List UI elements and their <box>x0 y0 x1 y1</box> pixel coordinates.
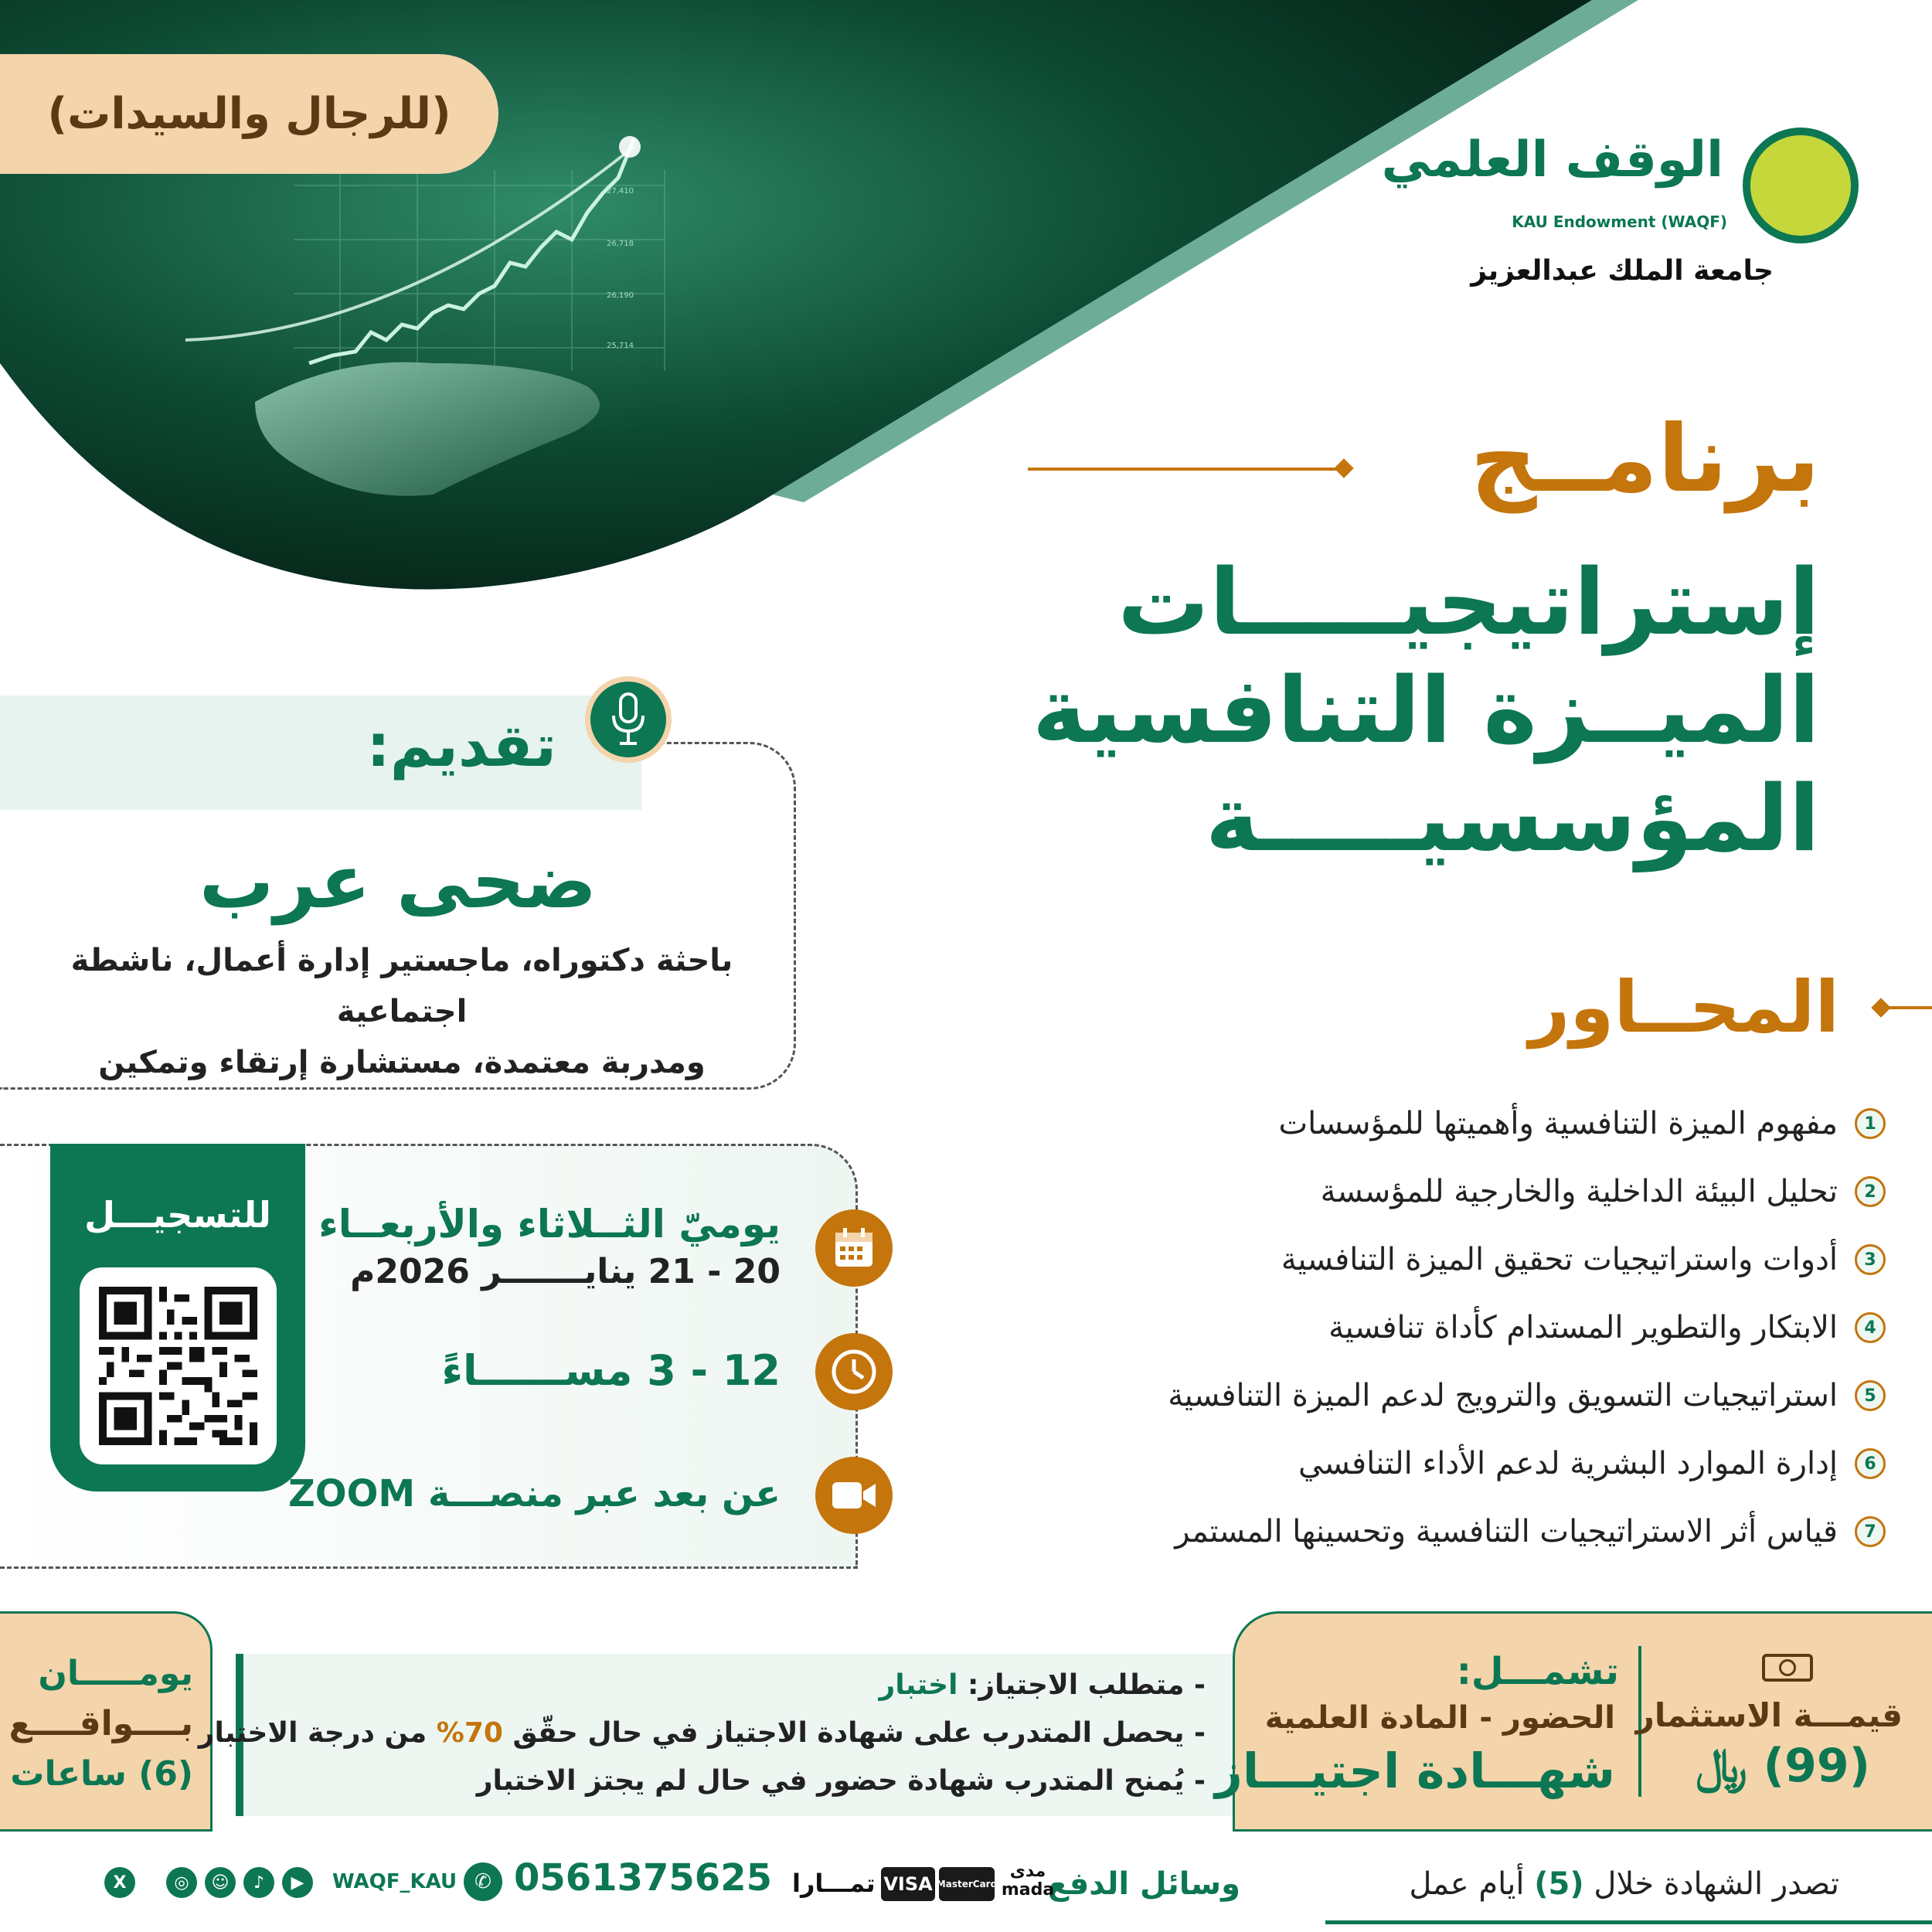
payment-label: وسائل الدفع <box>1047 1866 1240 1902</box>
axis-text: الابتكار والتطوير المستدام كأداة تنافسية <box>1328 1310 1838 1345</box>
requirement-line-1 <box>879 1669 1206 1701</box>
video-camera-icon <box>815 1457 893 1534</box>
presenter-bio-line-2: ومدربة معتمدة، مستشارة إرتقاء وتمكين <box>98 1045 706 1080</box>
schedule-platform: عن بعد عبر منصـــة ZOOM <box>287 1472 781 1515</box>
tamara-logo: تمـــارا <box>792 1869 876 1898</box>
presenter-bio-line-1: باحثة دكتوراه، ماجستير إدارة أعمال، ناشطة اجتماعية <box>70 943 733 1029</box>
axis-item <box>1036 1226 1886 1294</box>
axis-number: 5 <box>1855 1380 1886 1411</box>
price-currency: ﷼ <box>1696 1739 1747 1793</box>
schedule-days: يوميّ الثــلاثاء والأربعــاء <box>318 1202 781 1247</box>
axis-number: 7 <box>1855 1516 1886 1547</box>
calendar-icon <box>815 1209 893 1287</box>
mada-logo: مدى mada <box>1001 1862 1055 1900</box>
requirement-line-2-prefix: - يحصل المتدرب على شهادة الاجتياز في حال حقّق <box>512 1717 1206 1749</box>
requirement-line-1-value: اختبار <box>879 1669 958 1701</box>
axis-item <box>1036 1294 1886 1362</box>
certificate-days: (5) <box>1534 1866 1584 1902</box>
presenter-label: تقديم: <box>366 711 556 780</box>
chart-tick: 26,718 <box>607 240 634 248</box>
axis-text: إدارة الموارد البشرية لدعم الأداء التنافسي <box>1298 1446 1838 1481</box>
money-icon <box>1762 1654 1813 1682</box>
logo-english: KAU Endowment (WAQF) <box>1512 213 1727 231</box>
axis-text: أدوات واستراتيجيات تحقيق الميزة التنافسية <box>1281 1242 1838 1277</box>
logo-arabic: الوقف العلمي <box>1381 131 1723 189</box>
title-decor-line <box>1028 468 1337 471</box>
schedule-time: 12 - 3 مســــــاءً <box>441 1346 781 1395</box>
certificate-note <box>1409 1866 1839 1902</box>
includes-items: الحضور - المادة العلمية <box>1264 1700 1615 1736</box>
footer-underline <box>1325 1920 1932 1924</box>
instagram-icon[interactable]: ◎ <box>166 1867 197 1898</box>
axis-text: استراتيجيات التسويق والترويج لدعم الميزة التنافسية <box>1168 1378 1838 1413</box>
axis-number: 4 <box>1855 1312 1886 1343</box>
requirement-line-3: - يُمنح المتدرب شهادة حضور في حال لم يجتز الاختبار <box>476 1765 1206 1797</box>
snapchat-icon[interactable]: ☺ <box>205 1867 236 1898</box>
axes-heading: المحــاور <box>1529 966 1839 1049</box>
schedule-dates: 20 - 21 ينايـــــــر 2026م <box>350 1252 781 1291</box>
chart-tick: 25,714 <box>607 342 634 350</box>
visa-logo: VISA <box>881 1867 935 1901</box>
title-line-2: الميــزة التنافسية <box>1032 657 1820 764</box>
includes-label: تشمـــل: <box>1456 1650 1619 1693</box>
presenter-bio <box>15 935 788 1088</box>
axes-decor-line <box>1889 1006 1932 1009</box>
registration-qr-code[interactable] <box>80 1267 277 1464</box>
kau-waqf-logo <box>1381 120 1859 298</box>
clock-icon <box>815 1333 893 1410</box>
audience-badge <box>0 54 498 174</box>
axis-item <box>1036 1362 1886 1430</box>
axis-item <box>1036 1430 1886 1498</box>
whatsapp-icon[interactable]: ✆ <box>464 1862 502 1901</box>
axis-number: 3 <box>1855 1244 1886 1275</box>
requirement-line-2 <box>199 1717 1206 1749</box>
axes-decor-dot <box>1871 998 1890 1017</box>
tiktok-icon[interactable]: ♪ <box>243 1867 274 1898</box>
requirement-line-2-suffix: من درجة الاختبار <box>198 1717 427 1749</box>
presenter-name: ضحى عرب <box>199 838 597 925</box>
microphone-icon <box>585 676 672 763</box>
certificate-note-prefix: تصدر الشهادة خلال <box>1594 1866 1839 1902</box>
audience-text: (للرجال والسيدات) <box>47 89 451 139</box>
title-line-1: إستراتيجيـــــات <box>1117 549 1820 655</box>
title-program: برنامــج <box>1470 406 1820 513</box>
requirement-line-1-prefix: - متطلب الاجتياز: <box>968 1669 1206 1701</box>
duration-line-1: يومـــــان <box>38 1654 193 1693</box>
price-label: قيمـــة الاستثمار <box>1635 1696 1903 1734</box>
mastercard-logo: MasterCard <box>939 1867 995 1901</box>
logo-emblem-icon <box>1743 128 1859 243</box>
axis-number: 1 <box>1855 1108 1886 1139</box>
logo-university: جامعة الملك عبدالعزيز <box>1471 255 1774 287</box>
axis-text: مفهوم الميزة التنافسية وأهميتها للمؤسسات <box>1278 1106 1838 1141</box>
axis-number: 6 <box>1855 1448 1886 1479</box>
requirement-line-2-value: 70% <box>436 1717 503 1749</box>
youtube-icon[interactable]: ▶ <box>282 1867 313 1898</box>
certificate-note-suffix: أيام عمل <box>1409 1866 1525 1902</box>
phone-number[interactable]: 0561375625 <box>514 1856 772 1900</box>
axis-number: 2 <box>1855 1176 1886 1207</box>
includes-certificate: شهـــادة اجتيـــاز <box>1215 1743 1615 1799</box>
chart-tick: 26,190 <box>607 291 634 300</box>
axis-text: قياس أثر الاستراتيجيات التنافسية وتحسينها المستمر <box>1175 1514 1838 1549</box>
axis-item <box>1036 1158 1886 1226</box>
registration-label[interactable]: للتسجيـــل <box>84 1194 271 1236</box>
price-value <box>1696 1739 1870 1793</box>
axes-list <box>1036 1090 1886 1566</box>
social-handle[interactable]: WAQF_KAU <box>332 1870 457 1893</box>
duration-line-3: (6) ساعات <box>10 1754 193 1794</box>
price-amount: (99) <box>1763 1739 1870 1793</box>
axis-item <box>1036 1498 1886 1566</box>
x-twitter-icon[interactable]: X <box>104 1867 135 1898</box>
axis-item <box>1036 1090 1886 1158</box>
chart-tick: 27,410 <box>607 187 634 196</box>
title-line-3: المؤسسيـــــة <box>1205 765 1820 872</box>
duration-line-2: بــــواقــــع <box>9 1704 193 1743</box>
axis-text: تحليل البيئة الداخلية والخارجية للمؤسسة <box>1320 1174 1838 1209</box>
